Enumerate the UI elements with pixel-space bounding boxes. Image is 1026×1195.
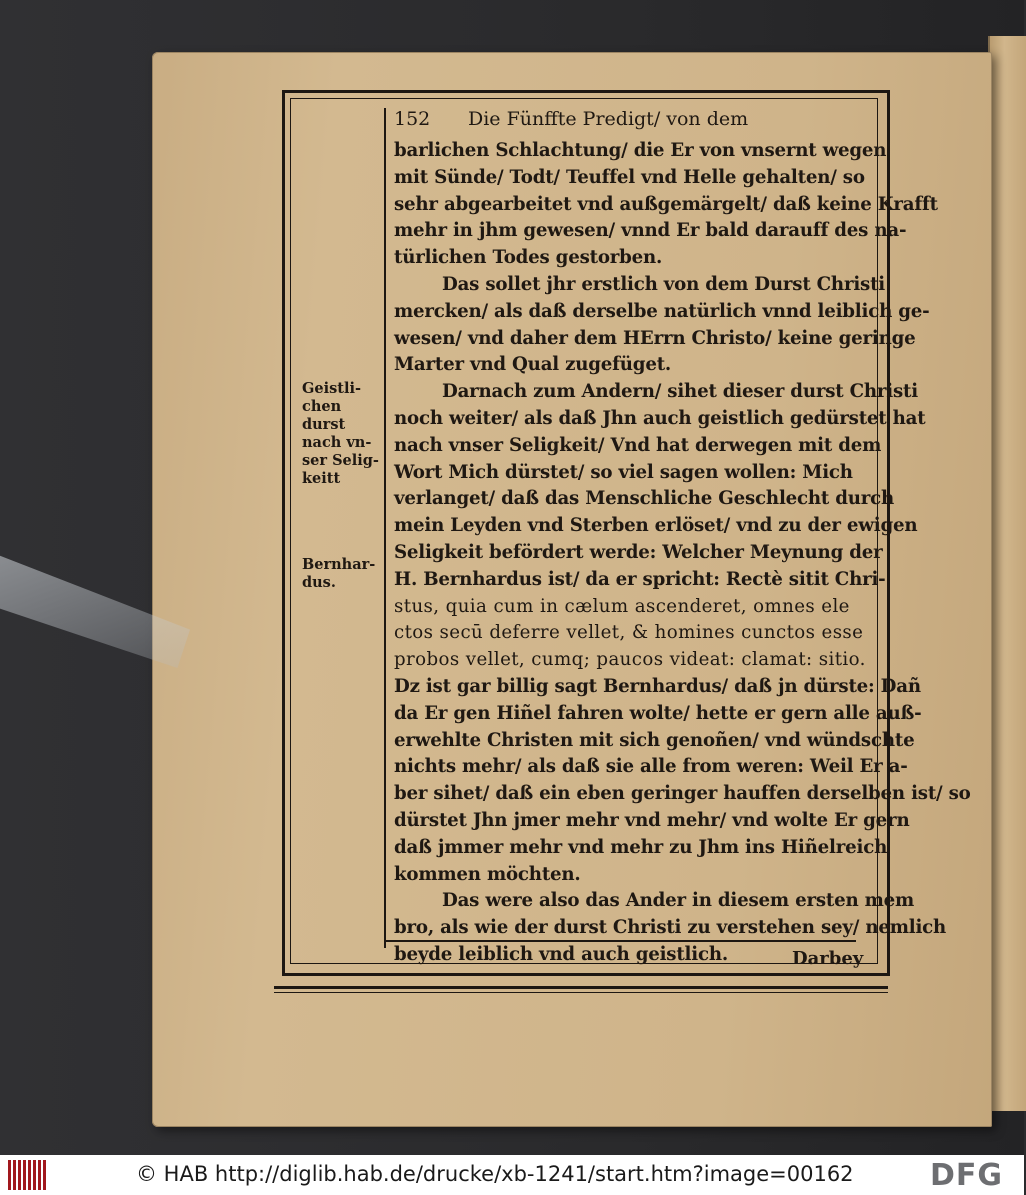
text-line: ber sihet/ daß ein eben geringer hauffen derselben ist/ so <box>394 783 971 805</box>
text-line: verlanget/ daß das Menschliche Geschlecht durch <box>394 488 895 510</box>
text-line: Wort Mich dürstet/ so viel sagen wollen: Mich <box>394 461 853 483</box>
text-line: H. Bernhardus ist/ da er spricht: Rectè sitit Chri- <box>394 568 886 590</box>
running-header <box>394 108 872 138</box>
margin-column-rule <box>384 108 386 948</box>
next-page-edge <box>988 36 1026 1111</box>
text-line: daß jmmer mehr vnd mehr zu Jhm ins Hiñelreich <box>394 836 888 858</box>
text-line: dürstet Jhn jmer mehr vnd mehr/ vnd wolte Er gern <box>394 809 910 831</box>
text-line: stus, quia cum in cælum ascenderet, omnes ele <box>394 595 850 617</box>
text-line: beyde leiblich vnd auch geistlich. <box>394 943 728 965</box>
dfg-logo: DFG <box>930 1158 1004 1193</box>
text-line: mehr in jhm gewesen/ vnnd Er bald darauff des na- <box>394 220 907 242</box>
page-number: 152 <box>394 108 431 130</box>
text-line: da Er gen Hiñel fahren wolte/ hette er gern alle auß- <box>394 702 922 724</box>
text-line: Seligkeit befördert werde: Welcher Meynung der <box>394 541 883 563</box>
text-line: erwehlte Christen mit sich genoñen/ vnd wündschte <box>394 729 915 751</box>
text-line: sehr abgearbeitet vnd außgemärgelt/ daß keine Krafft <box>394 193 938 215</box>
text-line: noch weiter/ als daß Jhn auch geistlich gedürstet hat <box>394 407 926 429</box>
catchword: Darbey <box>792 948 864 969</box>
text-line: Das were also das Ander in diesem ersten mem <box>442 890 915 912</box>
text-line: Dz ist gar billig sagt Bernhardus/ daß jn dürste: Dañ <box>394 675 921 697</box>
text-line: mercken/ als daß derselbe natürlich vnnd leiblich ge- <box>394 300 930 322</box>
margin-note-text: Bernhar- dus. <box>302 556 376 591</box>
text-line: Das sollet jhr erstlich von dem Durst Christi <box>442 273 885 295</box>
text-line: bro, als wie der durst Christi zu verstehen sey/ nemlich <box>394 917 947 939</box>
text-line: türlichen Todes gestorben. <box>394 247 663 269</box>
text-line: nach vnser Seligkeit/ Vnd hat derwegen mit dem <box>394 434 882 456</box>
text-line: ctos secū deferre vellet, & homines cunctos esse <box>394 622 864 644</box>
text-line: mein Leyden vnd Sterben erlöset/ vnd zu der ewigen <box>394 515 918 537</box>
main-text <box>394 108 971 969</box>
hab-logo-icon <box>8 1160 48 1190</box>
text-line: Darnach zum Andern/ sihet dieser durst Christi <box>442 381 918 403</box>
margin-note-bernhardus <box>302 556 382 592</box>
copyright-credit: © HAB http://diglib.hab.de/drucke/xb-1241/start.htm?image=00162 <box>136 1162 854 1186</box>
page-foot-rule-thin <box>274 992 888 993</box>
text-line: probos vellet, cumq; paucos videat: clamat: sitio. <box>394 649 866 671</box>
text-line: wesen/ vnd daher dem HErrn Christo/ keine geringe <box>394 327 916 349</box>
text-line: nichts mehr/ als daß sie alle from weren: Weil Er a- <box>394 756 908 778</box>
margin-note-text: Geistli- chen durst nach vn- ser Selig- keitt <box>302 380 379 487</box>
running-title: Die Fünffte Predigt/ von dem <box>468 108 749 130</box>
page-foot-rule <box>274 986 888 989</box>
text-line: barlichen Schlachtung/ die Er von vnsernt wegen <box>394 140 887 161</box>
text-line: mit Sünde/ Todt/ Teuffel vnd Helle gehalten/ so <box>394 166 865 188</box>
text-lines <box>394 138 971 969</box>
text-line: Marter vnd Qual zugefüget. <box>394 354 672 376</box>
text-line: kommen möchten. <box>394 863 581 885</box>
margin-note-geistlichen-durst <box>302 380 382 488</box>
